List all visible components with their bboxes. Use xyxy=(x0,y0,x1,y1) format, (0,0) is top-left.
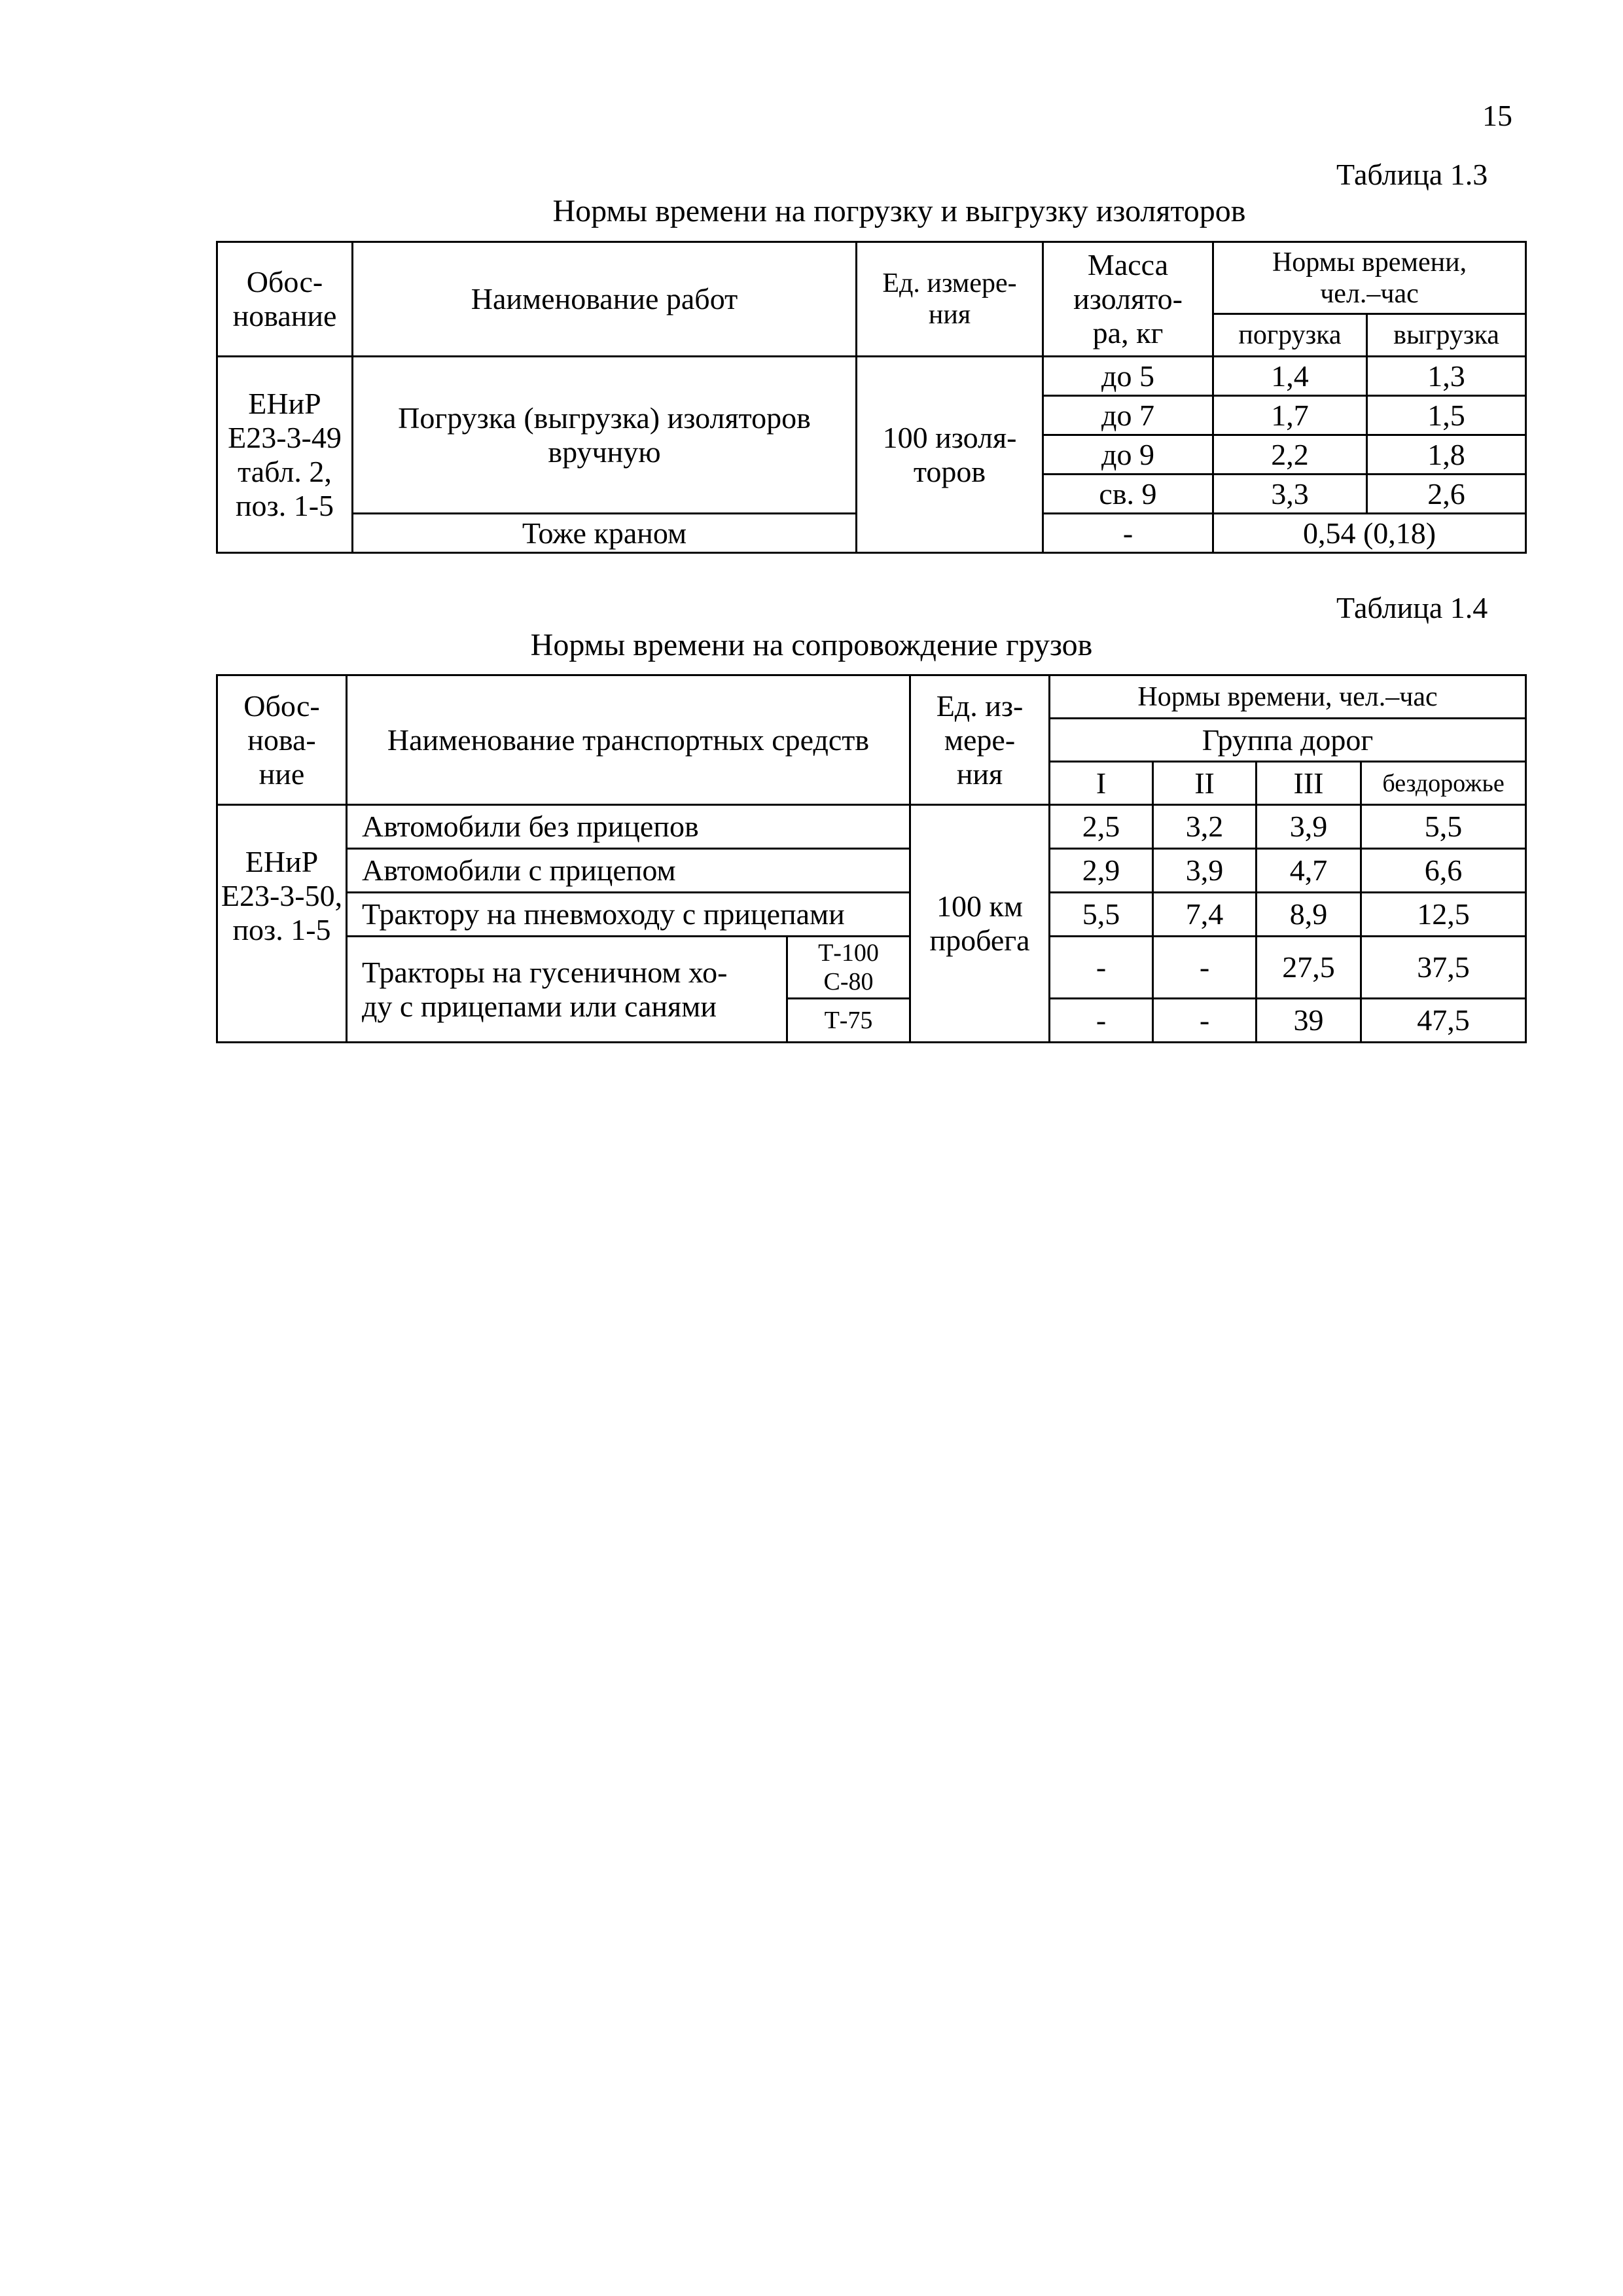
header-unit: Ед. измере- ния xyxy=(857,242,1043,357)
work-manual: Погрузка (выгрузка) изоляторов вручную xyxy=(353,357,857,514)
header-road-group: Группа дорог xyxy=(1050,719,1526,762)
header-work: Наименование работ xyxy=(353,242,857,357)
unloading-cell: 2,6 xyxy=(1367,475,1526,514)
group-1-cell: 2,9 xyxy=(1050,849,1153,893)
vehicle-cell: Автомобили с прицепом xyxy=(347,849,910,893)
table2 xyxy=(216,674,1527,1043)
vehicle-cell: Автомобили без прицепов xyxy=(347,805,910,849)
group-1-cell: 2,5 xyxy=(1050,805,1153,849)
group-3-cell: 8,9 xyxy=(1257,893,1361,937)
unloading-cell: 1,8 xyxy=(1367,435,1526,475)
tracked-models-b: Т-75 xyxy=(787,999,910,1043)
offroad-cell: 47,5 xyxy=(1361,999,1526,1043)
loading-cell: 1,4 xyxy=(1213,357,1367,396)
table1-unit: 100 изоля- торов xyxy=(857,357,1043,553)
header-basis: Обос- нова- ние xyxy=(217,675,347,805)
table1-label: Таблица 1.3 xyxy=(1336,158,1488,191)
mass-cell: до 5 xyxy=(1043,357,1213,396)
mass-cell: св. 9 xyxy=(1043,475,1213,514)
header-group-3: III xyxy=(1257,762,1361,805)
tracked-models-a: Т-100 С-80 xyxy=(787,937,910,999)
header-group-1: I xyxy=(1050,762,1153,805)
offroad-cell: 12,5 xyxy=(1361,893,1526,937)
unloading-cell: 1,3 xyxy=(1367,357,1526,396)
group-3-cell: 27,5 xyxy=(1257,937,1361,999)
header-unloading: выгрузка xyxy=(1367,314,1526,357)
header-mass: Масса изолято- ра, кг xyxy=(1043,242,1213,357)
offroad-cell: 37,5 xyxy=(1361,937,1526,999)
vehicle-cell: Трактору на пневмоходу с прицепами xyxy=(347,893,910,937)
table1 xyxy=(216,241,1527,554)
crane-mass: - xyxy=(1043,514,1213,553)
group-2-cell: - xyxy=(1153,999,1257,1043)
table2-basis: ЕНиР Е23-3-50, поз. 1-5 xyxy=(217,805,347,1043)
header-loading: погрузка xyxy=(1213,314,1367,357)
header-vehicle: Наименование транспортных средств xyxy=(347,675,910,805)
table2-unit: 100 км пробега xyxy=(910,805,1050,1043)
page-number: 15 xyxy=(1482,99,1512,132)
tracked-vehicle-cell: Тракторы на гусеничном хо- ду с прицепами или санями xyxy=(347,937,787,1043)
work-crane: Тоже краном xyxy=(353,514,857,553)
group-1-cell: - xyxy=(1050,999,1153,1043)
loading-cell: 3,3 xyxy=(1213,475,1367,514)
offroad-cell: 6,6 xyxy=(1361,849,1526,893)
header-norms: Нормы времени, чел.–час xyxy=(1050,675,1526,719)
unloading-cell: 1,5 xyxy=(1367,396,1526,435)
mass-cell: до 7 xyxy=(1043,396,1213,435)
table2-title xyxy=(0,627,1623,663)
group-1-cell: 5,5 xyxy=(1050,893,1153,937)
group-2-cell: - xyxy=(1153,937,1257,999)
header-unit: Ед. из- мере- ния xyxy=(910,675,1050,805)
header-group-2: II xyxy=(1153,762,1257,805)
table1-title-text: Нормы времени на погрузку и выгрузку изоляторов xyxy=(552,194,1246,228)
group-3-cell: 3,9 xyxy=(1257,805,1361,849)
offroad-cell: 5,5 xyxy=(1361,805,1526,849)
header-norms: Нормы времени, чел.–час xyxy=(1213,242,1526,314)
group-3-cell: 4,7 xyxy=(1257,849,1361,893)
group-1-cell: - xyxy=(1050,937,1153,999)
loading-cell: 2,2 xyxy=(1213,435,1367,475)
header-offroad: бездорожье xyxy=(1361,762,1526,805)
table1-title xyxy=(88,193,1623,229)
group-2-cell: 3,9 xyxy=(1153,849,1257,893)
table2-title-text: Нормы времени на сопровождение грузов xyxy=(530,628,1093,662)
header-basis: Обос- нование xyxy=(217,242,353,357)
table2-label: Таблица 1.4 xyxy=(1336,591,1488,624)
crane-norm: 0,54 (0,18) xyxy=(1213,514,1526,553)
table1-basis: ЕНиР Е23-3-49 табл. 2, поз. 1-5 xyxy=(217,357,353,553)
group-2-cell: 7,4 xyxy=(1153,893,1257,937)
group-3-cell: 39 xyxy=(1257,999,1361,1043)
loading-cell: 1,7 xyxy=(1213,396,1367,435)
mass-cell: до 9 xyxy=(1043,435,1213,475)
group-2-cell: 3,2 xyxy=(1153,805,1257,849)
